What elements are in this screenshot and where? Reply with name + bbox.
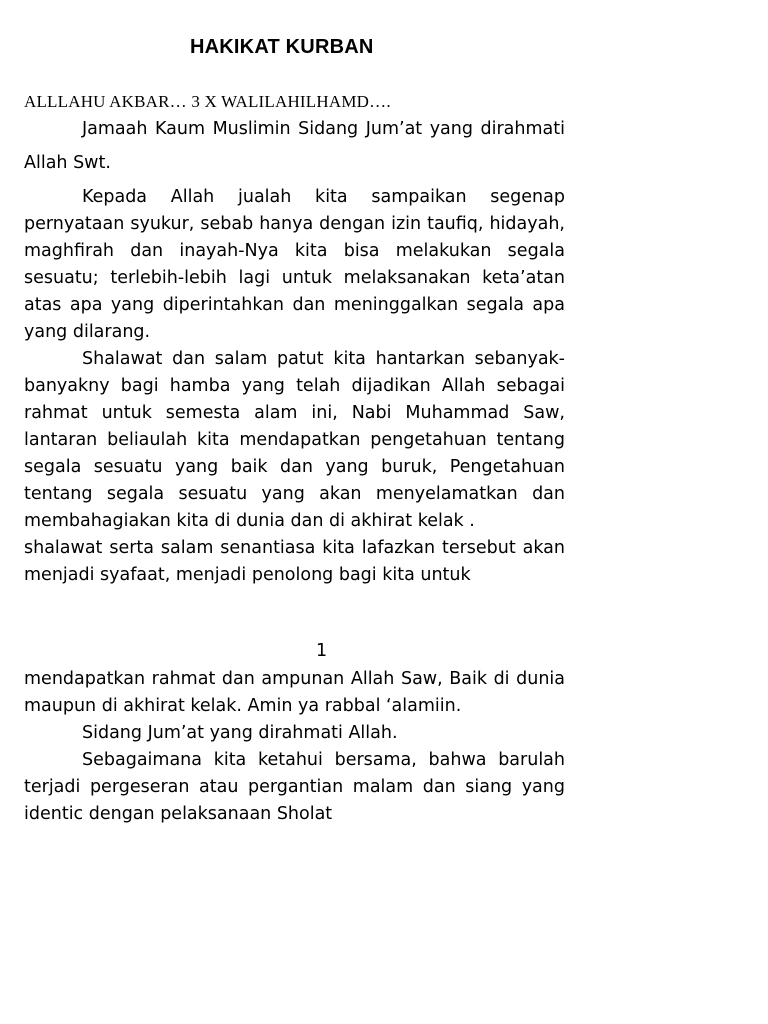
opening-greeting-paragraph: Jamaah Kaum Muslimin Sidang Jum’at yang dirahmati Allah Swt. <box>24 119 565 173</box>
gratitude-paragraph: Kepada Allah jualah kita sampaikan segenap pernyataan syukur, sebab hanya dengan izin taufiq, hidayah, maghfirah dan inayah-Nya kita bisa melakukan segala sesuatu; terlebih-lebih lagi untuk melaksanakan keta’atan atas apa yang diperintahkan dan meninggalkan segala apa yang dilarang. <box>24 187 565 342</box>
shalawat-paragraph: Shalawat dan salam patut kita hantarkan sebanyak-banyakny bagi hamba yang telah dijadikan Allah sebagai rahmat untuk semesta alam ini, Nabi Muhammad Saw, lantaran beliaulah kita mendapatkan pengetahuan tentang segala sesuatu yang baik dan yang buruk, Pengetahuan tentang segala sesuatu yang akan menyelamatkan dan membahagiakan kita di dunia dan di akhirat kelak . <box>24 349 565 531</box>
sermon-body-page-1 <box>24 112 565 589</box>
document-title: HAKIKAT KURBAN <box>190 36 374 58</box>
sebagaimana-paragraph: Sebagaimana kita ketahui bersama, bahwa barulah terjadi pergeseran atau pergantian malam dan siang yang identic dengan pelaksanaan Sholat <box>24 750 565 824</box>
sermon-body-page-2 <box>24 666 565 828</box>
rahmat-paragraph: mendapatkan rahmat dan ampunan Allah Saw, Baik di dunia maupun di akhirat kelak. Amin ya rabbal ‘alamiin. <box>24 669 565 716</box>
address-paragraph: Sidang Jum’at yang dirahmati Allah. <box>82 723 398 743</box>
syafaat-paragraph: shalawat serta salam senantiasa kita lafazkan tersebut akan menjadi syafaat, menjadi penolong bagi kita untuk <box>24 538 565 585</box>
page-number: 1 <box>316 641 328 661</box>
takbir-line: ALLLAHU AKBAR… 3 X WALILAHILHAMD…. <box>24 92 391 111</box>
